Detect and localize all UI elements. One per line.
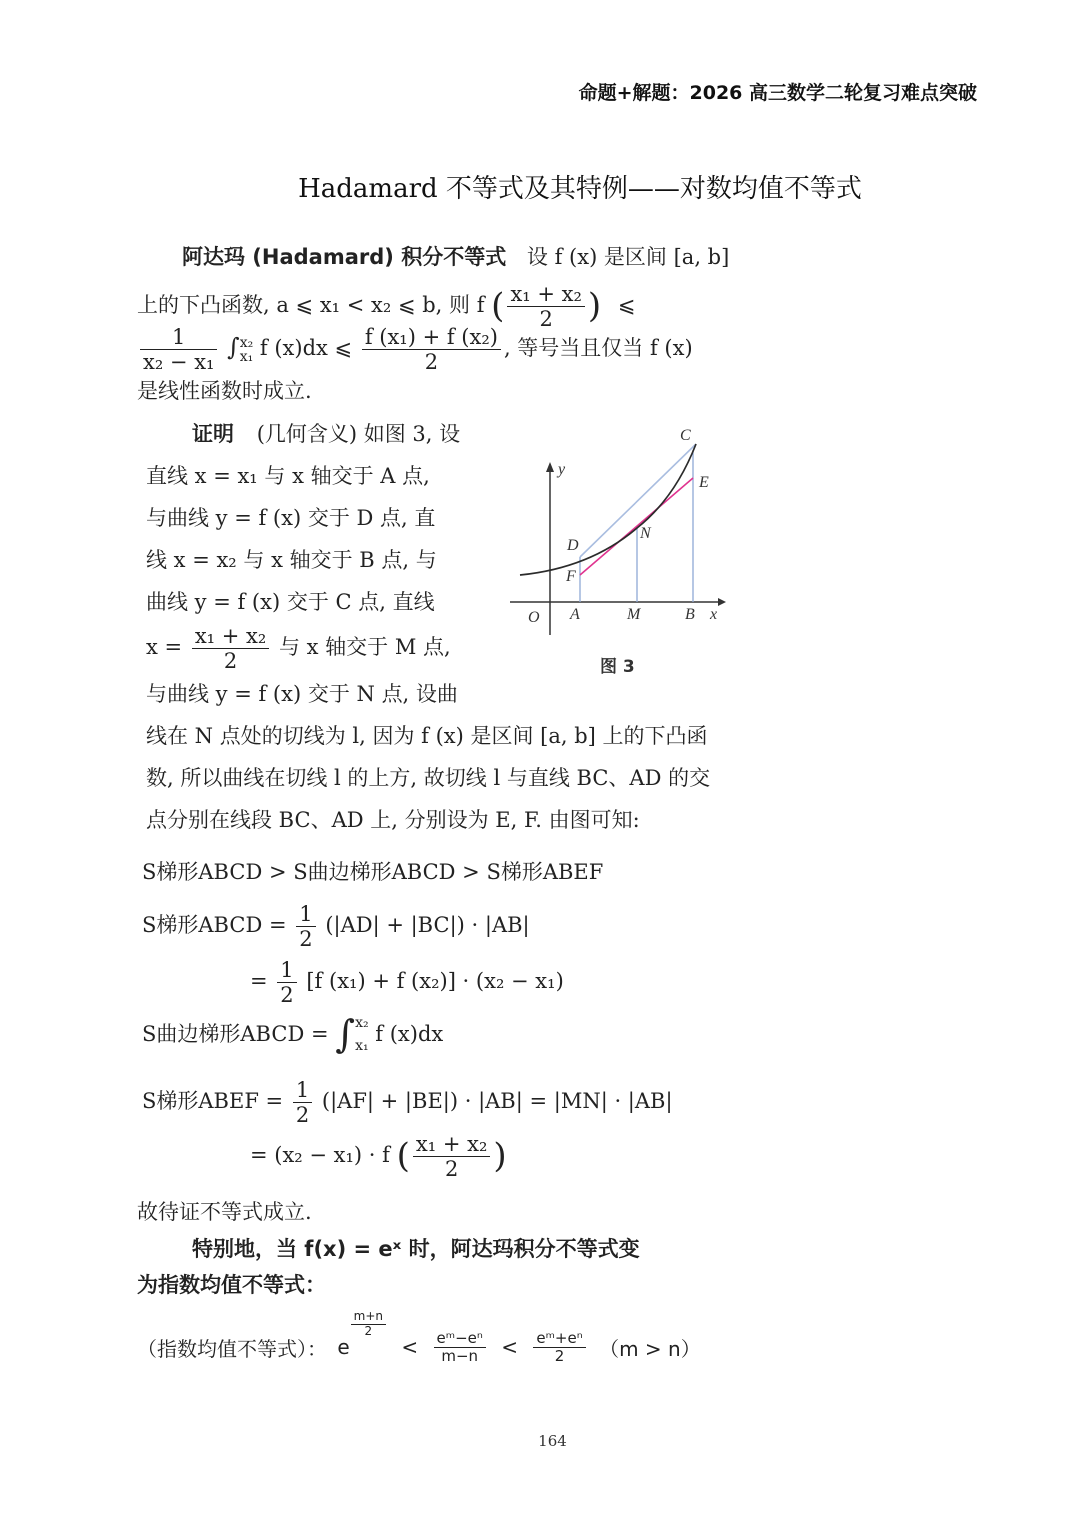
exp-ineq-condition: （m > n） [599, 1336, 701, 1361]
theorem-text-2: 上的下凸函数, a ⩽ x₁ < x₂ ⩽ b, 则 f [137, 293, 485, 318]
theorem-line-2 [137, 282, 635, 331]
formula-6 [250, 1132, 507, 1181]
proof-line-6 [146, 624, 451, 673]
proof-label: 证明 [192, 422, 234, 446]
paren-close-2: ) [493, 1136, 507, 1177]
proof-text: (几何含义) 如图 3, 设 [256, 422, 461, 446]
integral-sign: ∫ [227, 333, 240, 362]
midpoint-fraction-3: $\frac{\text{x₁ + x₂}}{2}$ [413, 1132, 490, 1181]
lt-sign-2: < [501, 1335, 518, 1360]
formula-2-lhs: S梯形ABCD = [142, 913, 287, 938]
proof-line-5: 曲线 y = f (x) 交于 C 点, 直线 [146, 590, 435, 614]
half-fraction-3: $\frac{1}{2}$ [293, 1078, 312, 1127]
conclusion: 故待证不等式成立. [137, 1200, 312, 1224]
exp-mean-inequality [137, 1310, 701, 1365]
label-N: N [640, 525, 651, 542]
proof-line-3: 与曲线 y = f (x) 交于 D 点, 直 [146, 506, 436, 530]
label-B: B [685, 606, 695, 623]
section-title: Hadamard 不等式及其特例——对数均值不等式 [298, 174, 862, 204]
formula-6-lhs: = (x₂ − x₁) · f [250, 1143, 390, 1168]
average-fraction: $\frac{\text{f (x₁) + f (x₂)}}{2}$ [362, 325, 501, 374]
label-M: M [627, 606, 641, 623]
paren-open: ( [491, 286, 505, 327]
formula-1: S梯形ABCD > S曲边梯形ABCD > S梯形ABEF [142, 860, 604, 884]
theorem-line-4: 是线性函数时成立. [137, 379, 312, 403]
half-fraction-2: $\frac{1}{2}$ [277, 958, 296, 1007]
integral-limits: x₂ x₁ [239, 334, 254, 365]
formula-3-eq: = [250, 969, 268, 994]
proof-line-8: 线在 N 点处的切线为 l, 因为 f (x) 是区间 [a, b] 上的下凸函 [146, 724, 708, 748]
page-number: 164 [538, 1432, 567, 1450]
running-header: 命题+解题：2026 高三数学二轮复习难点突破 [578, 82, 977, 104]
proof-text-6: 与 x 轴交于 M 点, [278, 635, 451, 660]
figure-3 [500, 420, 740, 690]
midpoint-fraction-2: $\frac{\text{x₁ + x₂}}{2}$ [192, 624, 269, 673]
formula-5-rhs: (|AF| + |BE|) · |AB| = |MN| · |AB| [321, 1089, 673, 1114]
convex-curve [520, 444, 696, 575]
proof-line-4: 线 x = x₂ 与 x 轴交于 B 点, 与 [146, 548, 437, 572]
formula-5-lhs: S梯形ABEF = [142, 1089, 284, 1114]
proof-line-1 [192, 422, 460, 447]
special-line-2: 为指数均值不等式： [137, 1273, 326, 1297]
midpoint-fraction: $\frac{\text{x₁ + x₂}}{2}$ [507, 282, 584, 331]
formula-2 [142, 902, 530, 951]
paren-open-2: ( [396, 1136, 410, 1177]
formula-2-rhs: (|AD| + |BC|) · |AB| [325, 913, 530, 938]
formula-3 [250, 958, 564, 1007]
chord-DC [580, 444, 696, 557]
label-A: A [570, 606, 580, 623]
label-O: O [528, 609, 540, 626]
paren-close: ) [587, 286, 602, 327]
integral-sign-2: ∫ [335, 1012, 356, 1056]
half-fraction: $\frac{1}{2}$ [296, 902, 315, 951]
proof-line-9: 数, 所以曲线在切线 l 的上方, 故切线 l 与直线 BC、AD 的交 [146, 766, 711, 790]
proof-line-2: 直线 x = x₁ 与 x 轴交于 A 点, [146, 464, 430, 488]
proof-line-10: 点分别在线段 BC、AD 上, 分别设为 E, F. 由图可知: [146, 808, 640, 832]
theorem-text-1: 设 f (x) 是区间 [a, b] [526, 245, 730, 269]
theorem-line-1 [182, 245, 729, 270]
formula-4-rhs: f (x)dx [375, 1022, 444, 1047]
exp-base: e [337, 1335, 350, 1360]
integral-limits-2: x₂ x₁ [355, 1015, 369, 1054]
leq-sign: ⩽ [617, 293, 636, 318]
label-x: x [710, 606, 718, 623]
formula-5 [142, 1078, 673, 1127]
lt-sign-1: < [401, 1335, 419, 1360]
log-mean-fraction: $\frac{\text{eᵐ−eⁿ}}{m-n}$ [434, 1330, 486, 1366]
arith-mean-fraction: $\frac{\text{eᵐ+eⁿ}}{2}$ [533, 1330, 585, 1366]
special-line-1: 特别地，当 f(x) = eˣ 时，阿达玛积分不等式变 [192, 1237, 640, 1261]
inverse-length-fraction: $\frac{1}{\text{x₂ − x₁}}$ [140, 325, 217, 374]
proof-line-7: 与曲线 y = f (x) 交于 N 点, 设曲 [146, 682, 458, 706]
integral-body: f (x)dx ⩽ [259, 336, 353, 361]
exp-ineq-label: （指数均值不等式）： [137, 1336, 327, 1361]
formula-4 [142, 1012, 443, 1058]
theorem-line-3 [137, 325, 693, 374]
label-F: F [566, 568, 576, 585]
x-equals: x = [146, 635, 183, 660]
label-E: E [699, 474, 709, 491]
y-axis-arrow [546, 462, 554, 472]
formula-4-lhs: S曲边梯形ABCD = [142, 1022, 329, 1047]
label-D: D [567, 537, 579, 554]
figure-caption: 图 3 [600, 657, 635, 677]
formula-3-rhs: [f (x₁) + f (x₂)] · (x₂ − x₁) [306, 969, 564, 994]
label-y: y [558, 461, 566, 478]
label-C: C [680, 427, 691, 444]
exp-exponent: $\frac{m+n}{2}$ [351, 1310, 386, 1339]
theorem-name: 阿达玛 (Hadamard) 积分不等式 [182, 245, 507, 269]
x-axis-arrow [718, 598, 726, 606]
theorem-text-3: , 等号当且仅当 f (x) [503, 336, 693, 361]
